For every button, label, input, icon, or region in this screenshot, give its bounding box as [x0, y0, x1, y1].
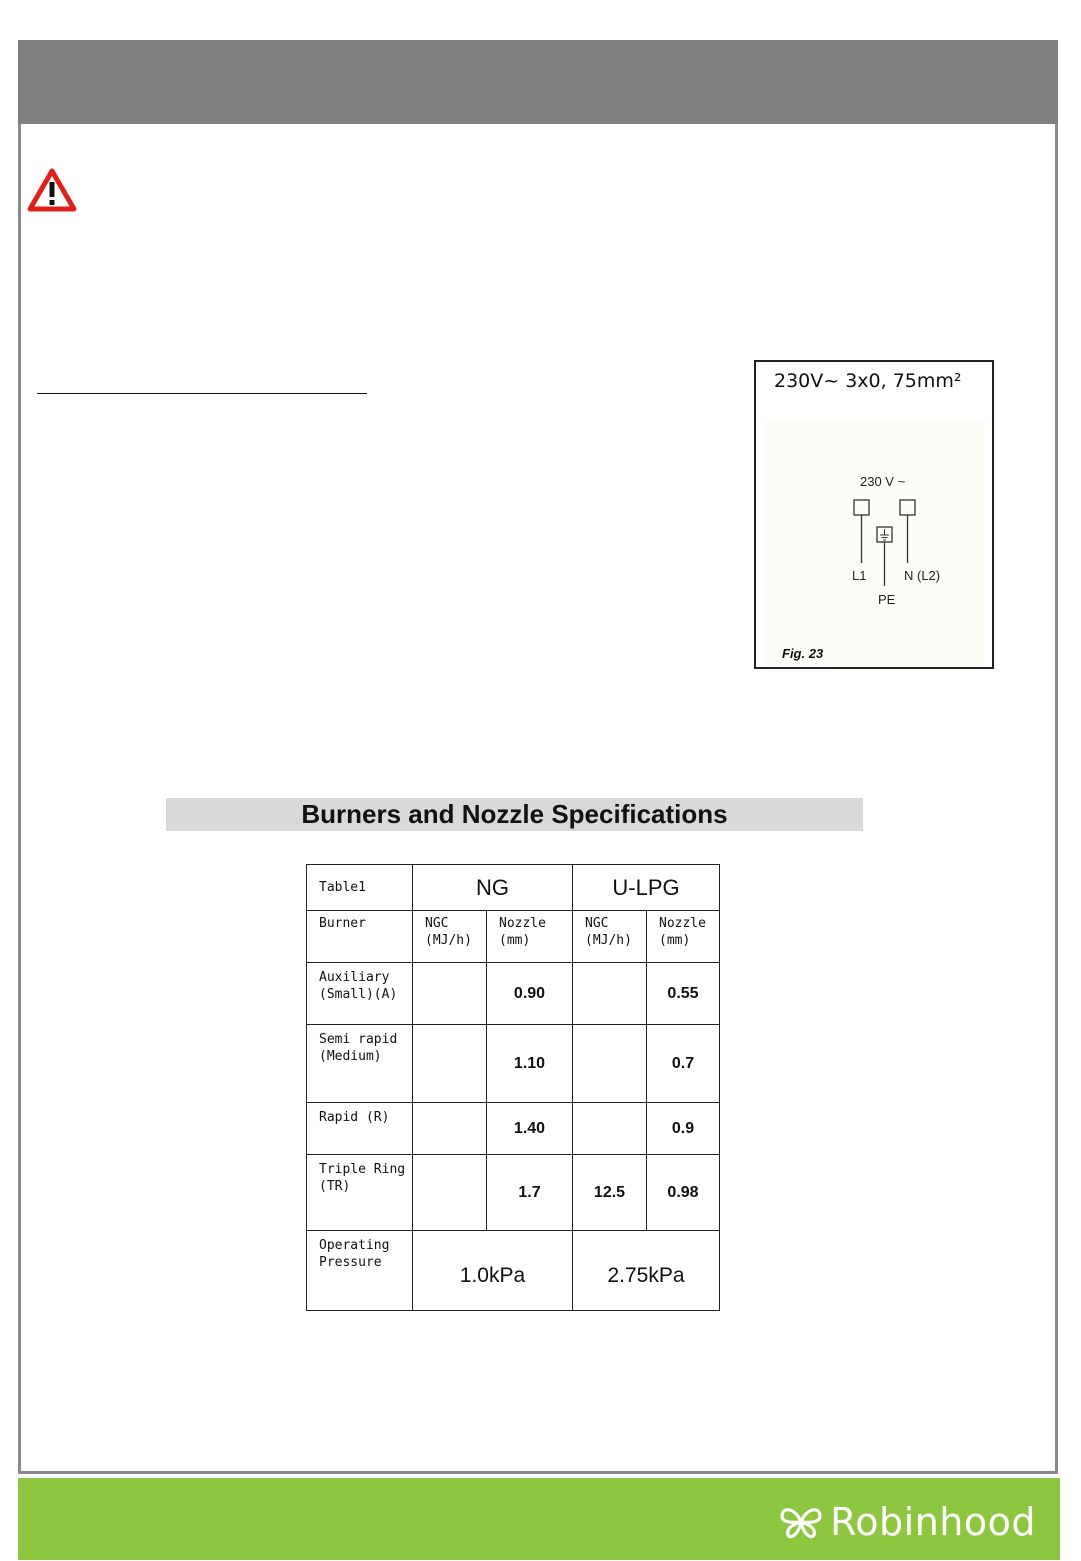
- pressure-label: Operating Pressure: [307, 1231, 413, 1311]
- ulpg-nozzle-value: 0.55: [647, 963, 720, 1025]
- burner-name: Auxiliary (Small)(A): [307, 963, 413, 1025]
- voltage-label: 230 V ~: [860, 474, 906, 489]
- ng-ngc-value: [413, 1025, 487, 1103]
- burner-name: Semi rapid (Medium): [307, 1025, 413, 1103]
- ulpg-ngc-header: NGC (MJ/h): [573, 911, 647, 963]
- pressure-row: [307, 1231, 720, 1311]
- ng-ngc-value: [413, 1155, 487, 1231]
- warning-triangle-icon: [27, 168, 77, 212]
- ng-nozzle-header: Nozzle (mm): [487, 911, 573, 963]
- cable-spec-text: 230V~ 3x0, 75mm²: [774, 370, 962, 392]
- section-title: Burners and Nozzle Specifications: [301, 799, 728, 829]
- burner-name: Triple Ring (TR): [307, 1155, 413, 1231]
- pressure-ng-value: 1.0kPa: [413, 1231, 573, 1311]
- wiring-figure: [754, 360, 994, 669]
- group-ulpg-header: U-LPG: [573, 865, 720, 911]
- table-row: [307, 1155, 720, 1231]
- ulpg-nozzle-value: 0.7: [647, 1025, 720, 1103]
- nozzle-spec-table: [306, 864, 720, 1311]
- table-row: [307, 1025, 720, 1103]
- terminal-l1-label: L1: [852, 568, 867, 583]
- ulpg-nozzle-value: 0.9: [647, 1103, 720, 1155]
- table-row: [307, 1103, 720, 1155]
- ulpg-ngc-value: [573, 1103, 647, 1155]
- ulpg-ngc-value: [573, 963, 647, 1025]
- ulpg-nozzle-value: 0.98: [647, 1155, 720, 1231]
- header-bar: [18, 40, 1058, 124]
- terminal-pe-label: PE: [878, 592, 896, 607]
- burner-name: Rapid (R): [307, 1103, 413, 1155]
- section-heading-underline: [37, 393, 367, 394]
- table-header-row: [307, 865, 720, 911]
- burner-header: Burner: [307, 911, 413, 963]
- ng-nozzle-value: 0.90: [487, 963, 573, 1025]
- terminal-diagram: [766, 420, 984, 666]
- group-ng-header: NG: [413, 865, 573, 911]
- wiring-diagram: [766, 420, 984, 666]
- brand-logo: [778, 1500, 1036, 1544]
- table-corner-label: Table1: [307, 865, 413, 911]
- ng-nozzle-value: 1.40: [487, 1103, 573, 1155]
- table-row: [307, 963, 720, 1025]
- figure-caption: Fig. 23: [782, 646, 824, 661]
- ng-ngc-value: [413, 963, 487, 1025]
- ng-ngc-value: [413, 1103, 487, 1155]
- butterfly-logo-icon: [778, 1504, 824, 1540]
- terminal-n-label: N (L2): [904, 568, 941, 583]
- table-subheader-row: [307, 911, 720, 963]
- footer-bar: [18, 1478, 1060, 1560]
- section-title-band: [166, 798, 863, 831]
- ulpg-nozzle-header: Nozzle (mm): [647, 911, 720, 963]
- ulpg-ngc-value: [573, 1025, 647, 1103]
- pressure-ulpg-value: 2.75kPa: [573, 1231, 720, 1311]
- ng-nozzle-value: 1.10: [487, 1025, 573, 1103]
- brand-name: Robinhood: [830, 1500, 1036, 1544]
- ng-nozzle-value: 1.7: [487, 1155, 573, 1231]
- ulpg-ngc-value: 12.5: [573, 1155, 647, 1231]
- ng-ngc-header: NGC (MJ/h): [413, 911, 487, 963]
